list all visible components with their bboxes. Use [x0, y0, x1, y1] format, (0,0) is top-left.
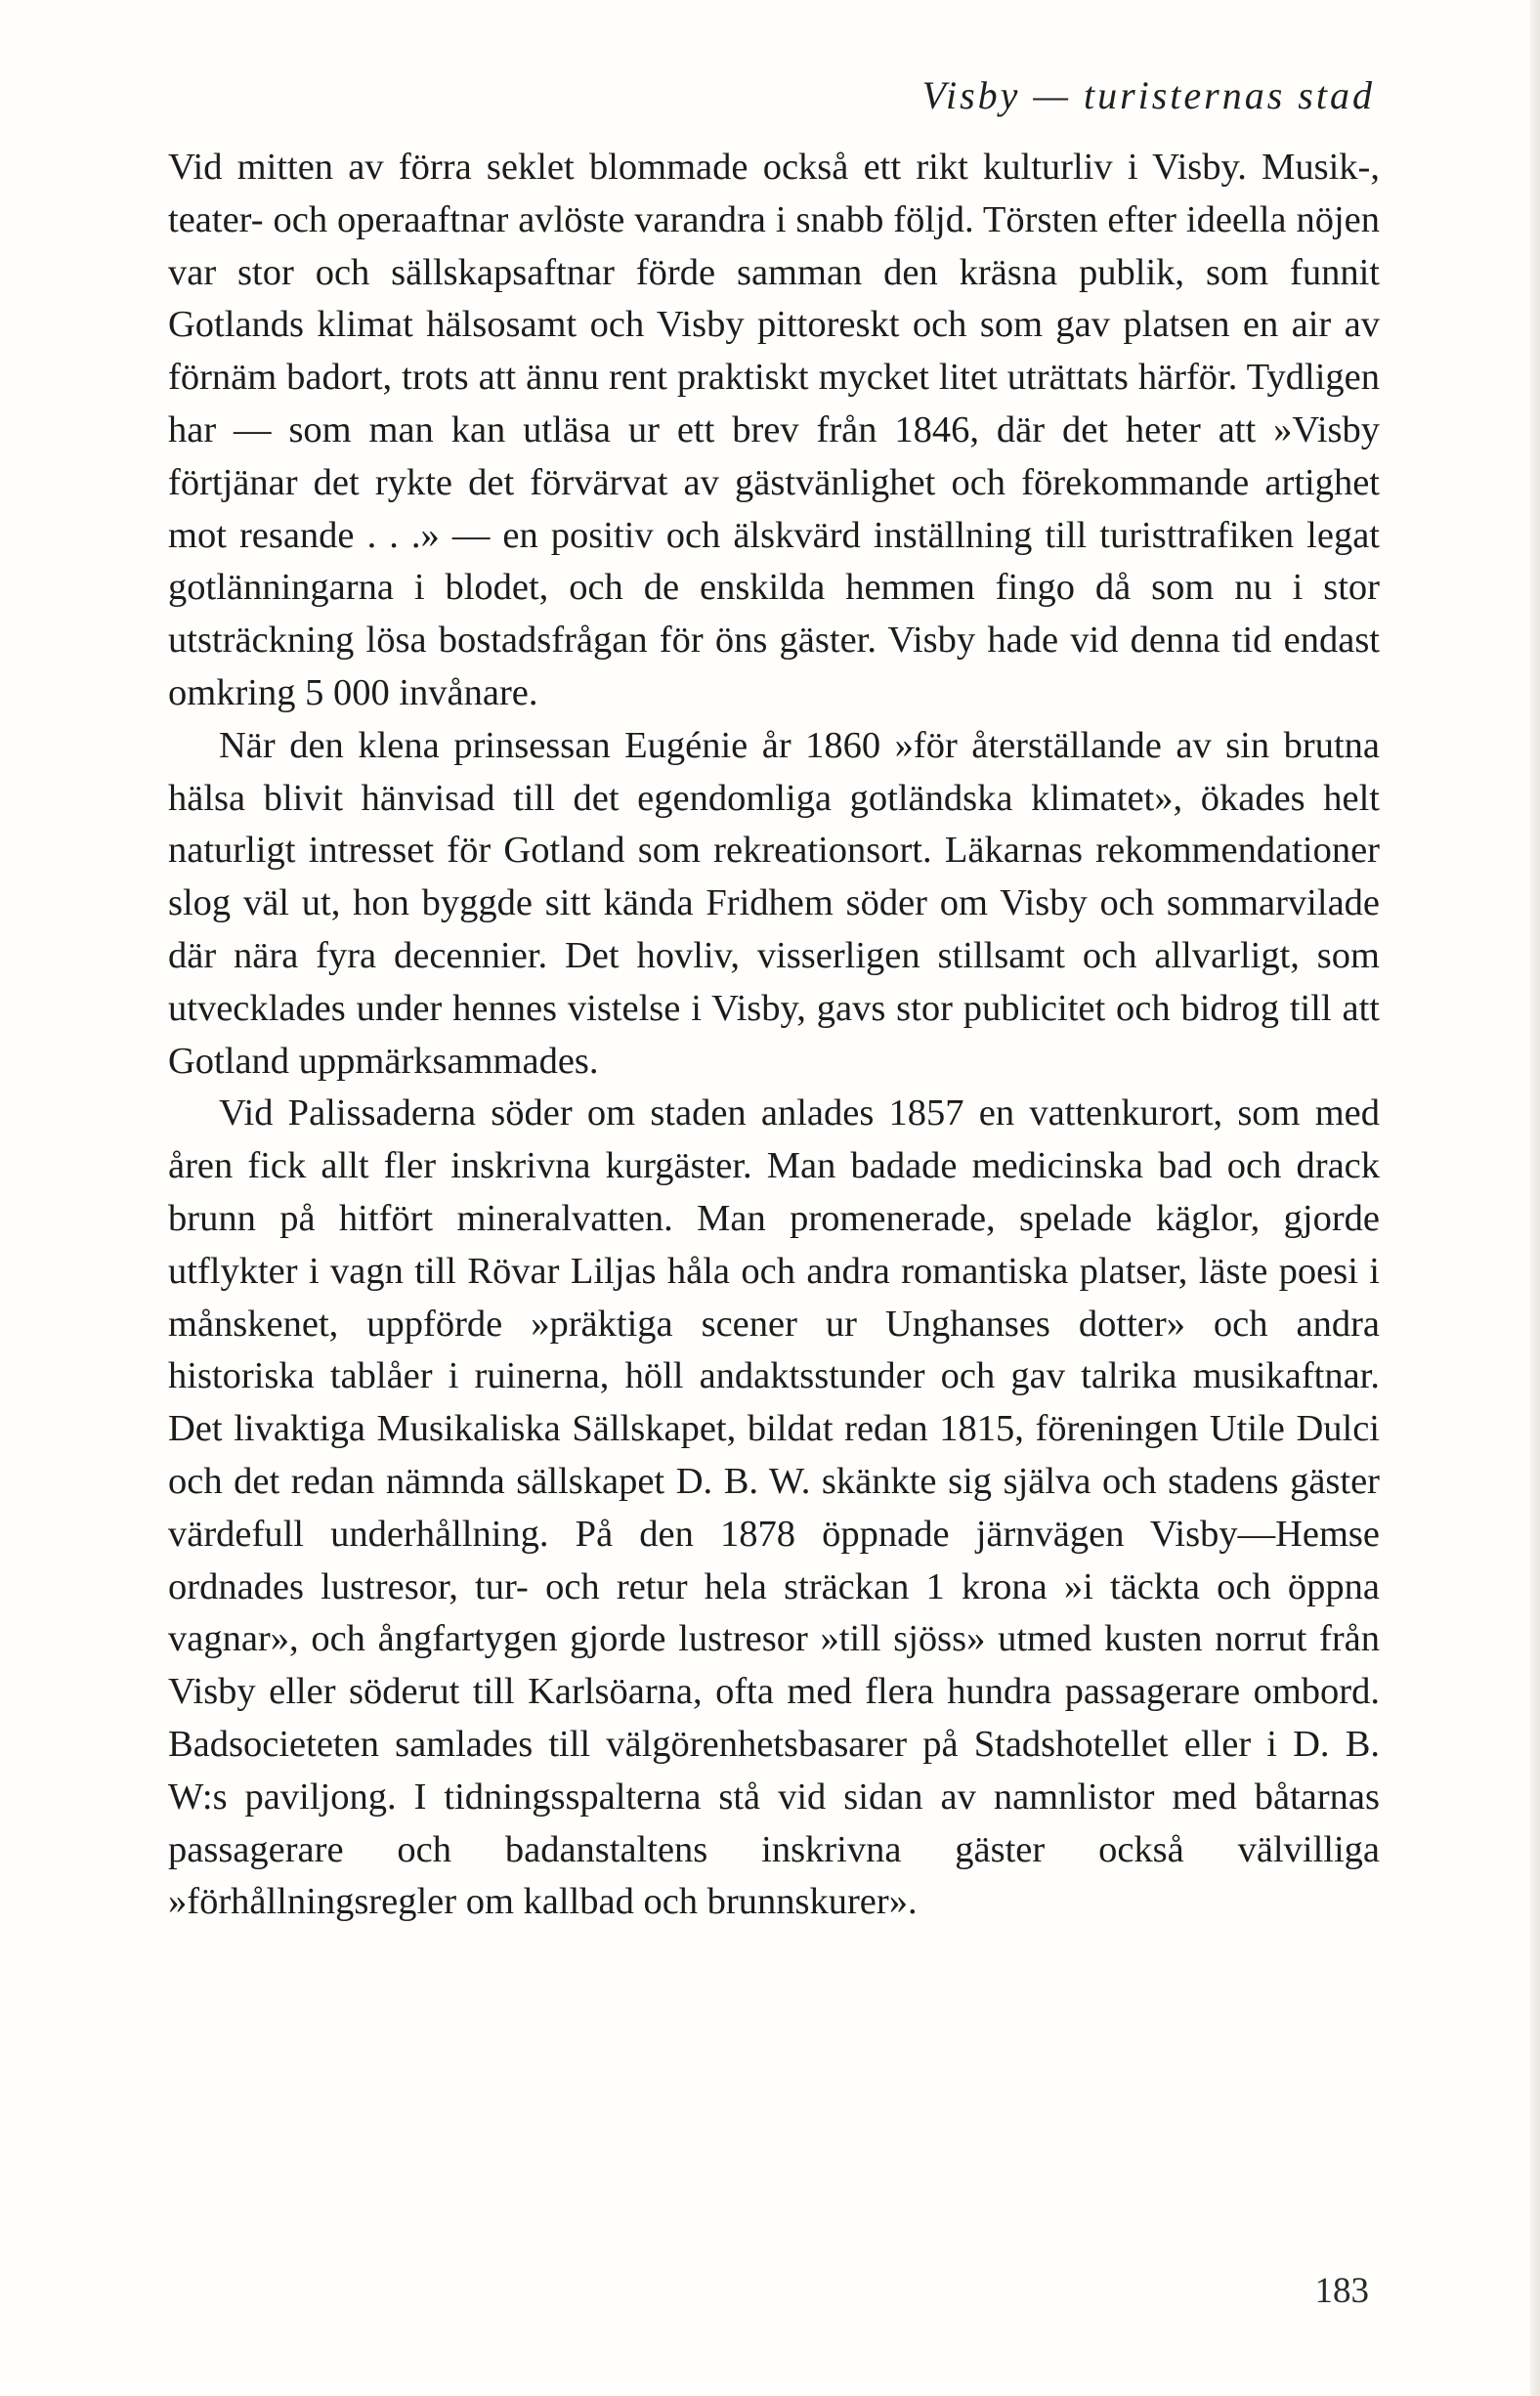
- paragraph: När den klena prinsessan Eugénie år 1860 »för återställande av sin brutna hälsa blivit hänvisad till det egendomliga gotländska klimatet», ökades helt naturligt intresset för Gotland som rekreationsort. Läkarnas rekommendationer slog väl ut, hon byggde sitt kända Fridhem söder om Visby och sommarvilade där nära fyra decennier. Det hovliv, visserligen stillsamt och allvarligt, som utvecklades under hennes vistelse i Visby, gavs stor publicitet och bidrog till att Gotland uppmärksammades.: [168, 724, 1380, 1082]
- page-edge: [1530, 0, 1540, 2396]
- page-number: 183: [1314, 2271, 1369, 2311]
- body-text: [168, 142, 1380, 1929]
- paragraph: Vid mitten av förra seklet blommade också ett rikt kulturliv i Visby. Musik-, teater- och operaaftnar avlöste varandra i snabb följd. Törsten efter ideella nöjen var stor och sällskapsaftnar förde samman den kräsna publik, som funnit Gotlands klimat hälsosamt och Visby pittoreskt och som gav platsen en air av förnäm badort, trots att ännu rent praktiskt mycket litet uträttats härför. Tydligen har — som man kan utläsa ur ett brev från 1846, där det heter att »Visby förtjänar det rykte det förvärvat av gästvänlighet och förekommande artighet mot resande . . .» — en positiv och älskvärd inställning till turisttrafiken legat gotlänningarna i blodet, och de enskilda hemmen fingo då som nu i stor utsträckning lösa bostadsfrågan för öns gäster. Visby hade vid denna tid endast omkring 5 000 invånare.: [168, 147, 1380, 713]
- paragraph: Vid Palissaderna söder om staden anlades 1857 en vattenkurort, som med åren fick allt fler inskrivna kurgäster. Man badade medicinska bad och drack brunn på hitfört mineralvatten. Man promenerade, spelade käglor, gjorde utflykter i vagn till Rövar Liljas håla och andra romantiska platser, läste poesi i månskenet, uppförde »präktiga scener ur Unghanses dotter» och andra historiska tablåer i ruinerna, höll andaktsstunder och gav talrika musikaftnar. Det livaktiga Musikaliska Sällskapet, bildat redan 1815, föreningen Utile Dulci och det redan nämnda sällskapet D. B. W. skänkte sig själva och stadens gäster värdefull underhållning. På den 1878 öppnade järnvägen Visby—Hemse ordnades lustresor, tur- och retur hela sträckan 1 krona »i täckta och öppna vagnar», och ångfartygen gjorde lustresor »till sjöss» utmed kusten norrut från Visby eller söderut till Karlsöarna, ofta med flera hundra passagerare ombord. Badsocieteten samlades till välgörenhetsbasarer på Stadshotellet eller i D. B. W:s paviljong. I tidningsspalterna stå vid sidan av namnlistor med båtarnas passagerare och badanstaltens inskrivna gäster också välvilliga »förhållningsregler om kallbad och brunnskurer».: [168, 1092, 1380, 1923]
- running-head: Visby — turisternas stad: [921, 73, 1375, 117]
